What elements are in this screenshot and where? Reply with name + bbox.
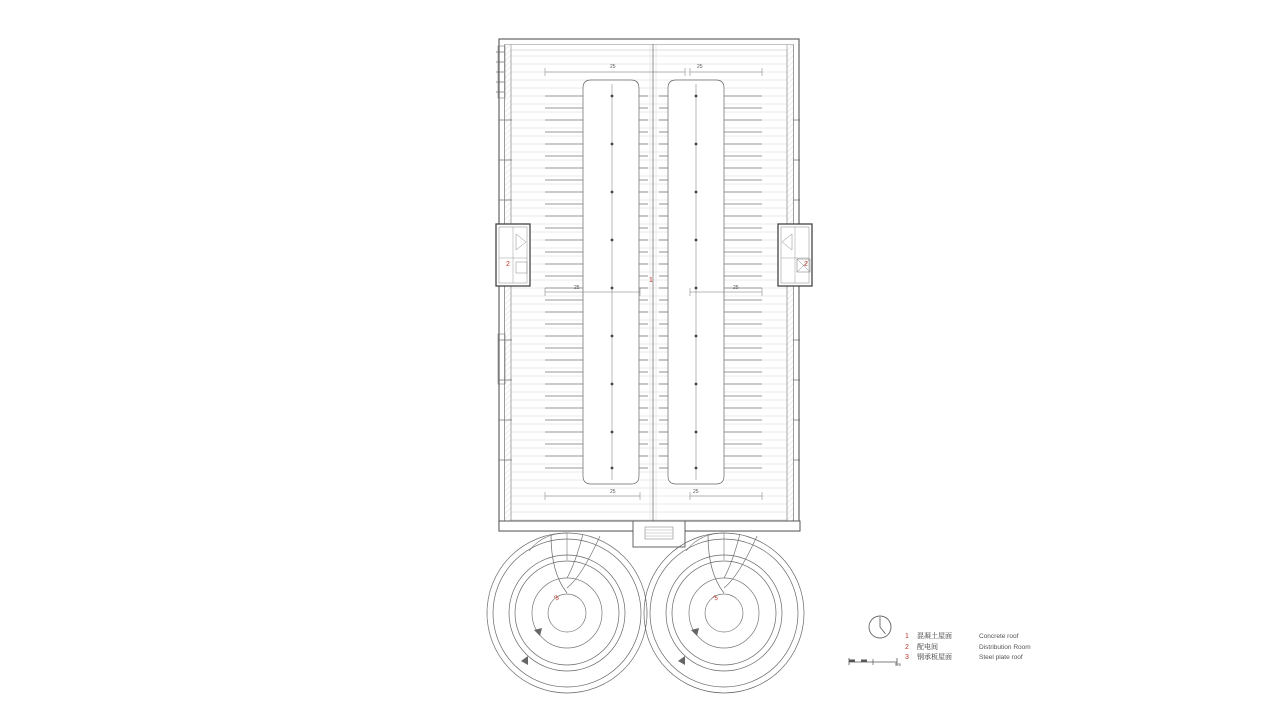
dim-label-mid-right: 25 <box>733 285 739 291</box>
dim-label-top-left: 25 <box>610 64 616 70</box>
legend-item-cn: 配电间 <box>917 643 938 651</box>
legend-rows <box>905 632 1031 664</box>
legend-item <box>905 632 1031 643</box>
room-tag-3-right: 3 <box>712 594 720 603</box>
dim-label-mid-left: 25 <box>574 285 580 291</box>
room-tag-2-left: 2 <box>506 261 510 268</box>
skylight-band-right <box>668 80 724 484</box>
skylight-band-left <box>583 80 639 484</box>
distribution-room-right <box>778 224 812 286</box>
room-tag-1: 1 <box>649 277 653 284</box>
room-tag-3-left: 3 <box>553 594 561 603</box>
legend-item-en: Concrete roof <box>979 633 1019 640</box>
legend-block <box>845 612 1075 682</box>
legend-item-number: 1 <box>905 633 909 640</box>
spiral-ramp-right <box>644 533 804 693</box>
distribution-room-left <box>496 224 530 286</box>
south-canopy <box>499 521 800 547</box>
legend-item-cn: 混凝土屋面 <box>917 633 952 640</box>
legend-item-number: 3 <box>905 654 909 661</box>
north-arrow-icon <box>867 614 893 640</box>
legend-item-cn: 钢承板屋面 <box>917 654 952 661</box>
main-building-outline <box>499 39 799 531</box>
legend-item <box>905 653 1031 664</box>
legend-item-en: Steel plate roof <box>979 654 1023 661</box>
spiral-ramp-left <box>487 533 647 693</box>
legend-item-en: Distribution Room <box>979 643 1031 651</box>
room-tag-2-right: 2 <box>804 261 808 268</box>
dim-label-top-right: 25 <box>697 64 703 70</box>
dim-label-bottom-left: 25 <box>610 489 616 495</box>
legend-item-number: 2 <box>905 643 909 651</box>
dim-label-bottom-right: 25 <box>693 489 699 495</box>
legend-item <box>905 643 1031 654</box>
scale-max-label: 5m <box>895 662 902 667</box>
